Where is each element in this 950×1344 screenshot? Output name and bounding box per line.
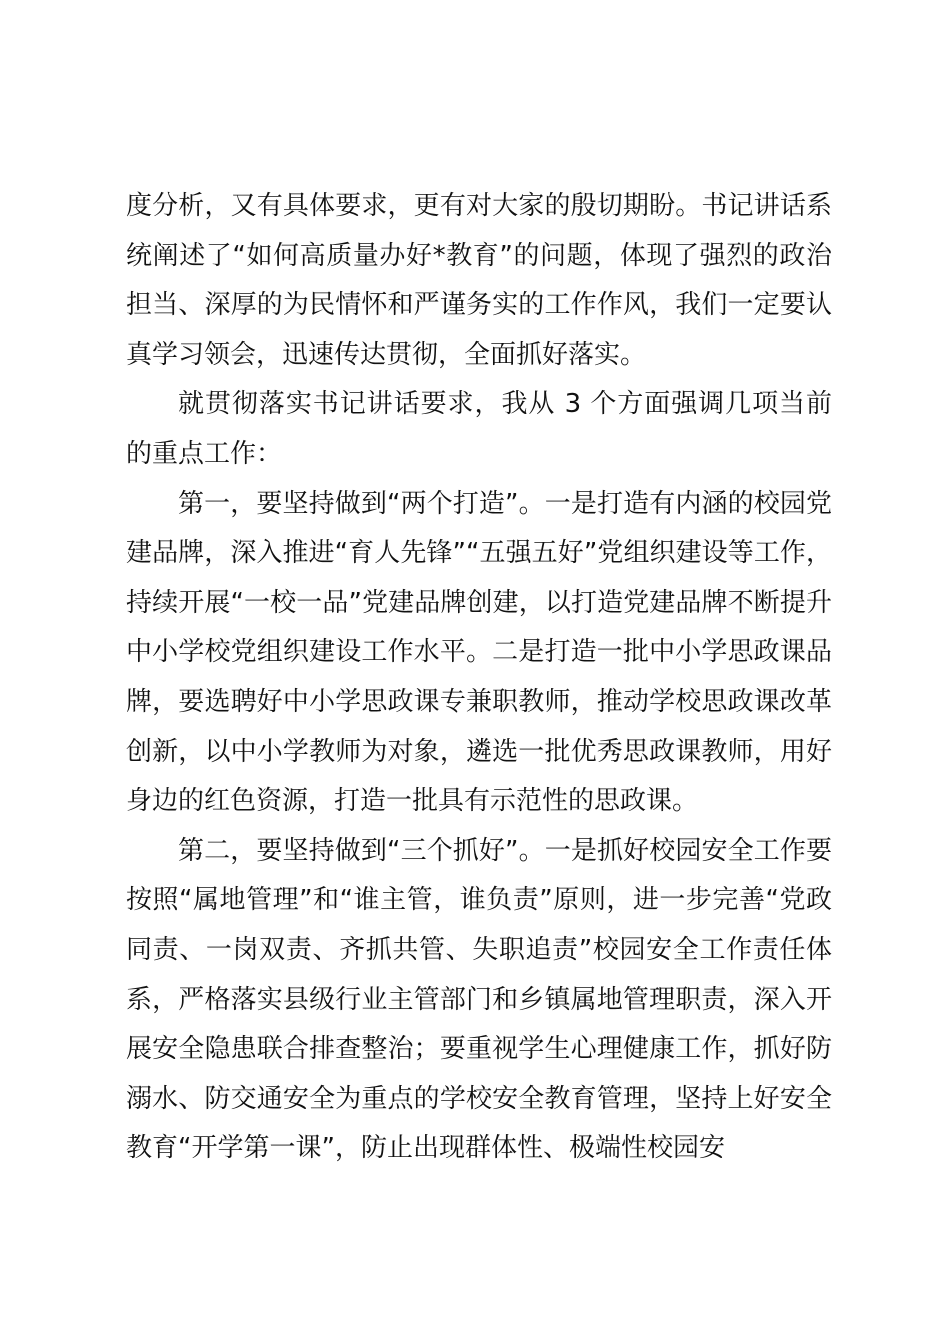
paragraph-1: 度分析，又有具体要求，更有对大家的殷切期盼。书记讲话系统阐述了“如何高质量办好*教育”的问题，体现了强烈的政治担当、深厚的为民情怀和严谨务实的工作作风，我们一定要认真学习领会，迅速传达贯彻，全面抓好落实。 — [126, 191, 832, 370]
paragraph-2: 就贯彻落实书记讲话要求，我从 3 个方面强调几项当前的重点工作： — [126, 389, 832, 469]
paragraph-4: 第二，要坚持做到“三个抓好”。一是抓好校园安全工作要按照“属地管理”和“谁主管，谁负责”原则，进一步完善“党政同责、一岗双责、齐抓共管、失职追责”校园安全工作责任体系，严格落实县级行业主管部门和乡镇属地管理职责，深入开展安全隐患联合排查整治；要重视学生心理健康工作，抓好防溺水、防交通安全为重点的学校安全教育管理，坚持上好安全教育“开学第一课”，防止出现群体性、极端性校园安 — [126, 835, 832, 1164]
document-body — [126, 182, 832, 1174]
paragraph-3: 第一，要坚持做到“两个打造”。一是打造有内涵的校园党建品牌，深入推进“育人先锋”“五强五好”党组织建设等工作，持续开展“一校一品”党建品牌创建，以打造党建品牌不断提升中小学校党组织建设工作水平。二是打造一批中小学思政课品牌，要选聘好中小学思政课专兼职教师，推动学校思政课改革创新，以中小学教师为对象，遴选一批优秀思政课教师，用好身边的红色资源，打造一批具有示范性的思政课。 — [126, 488, 832, 817]
